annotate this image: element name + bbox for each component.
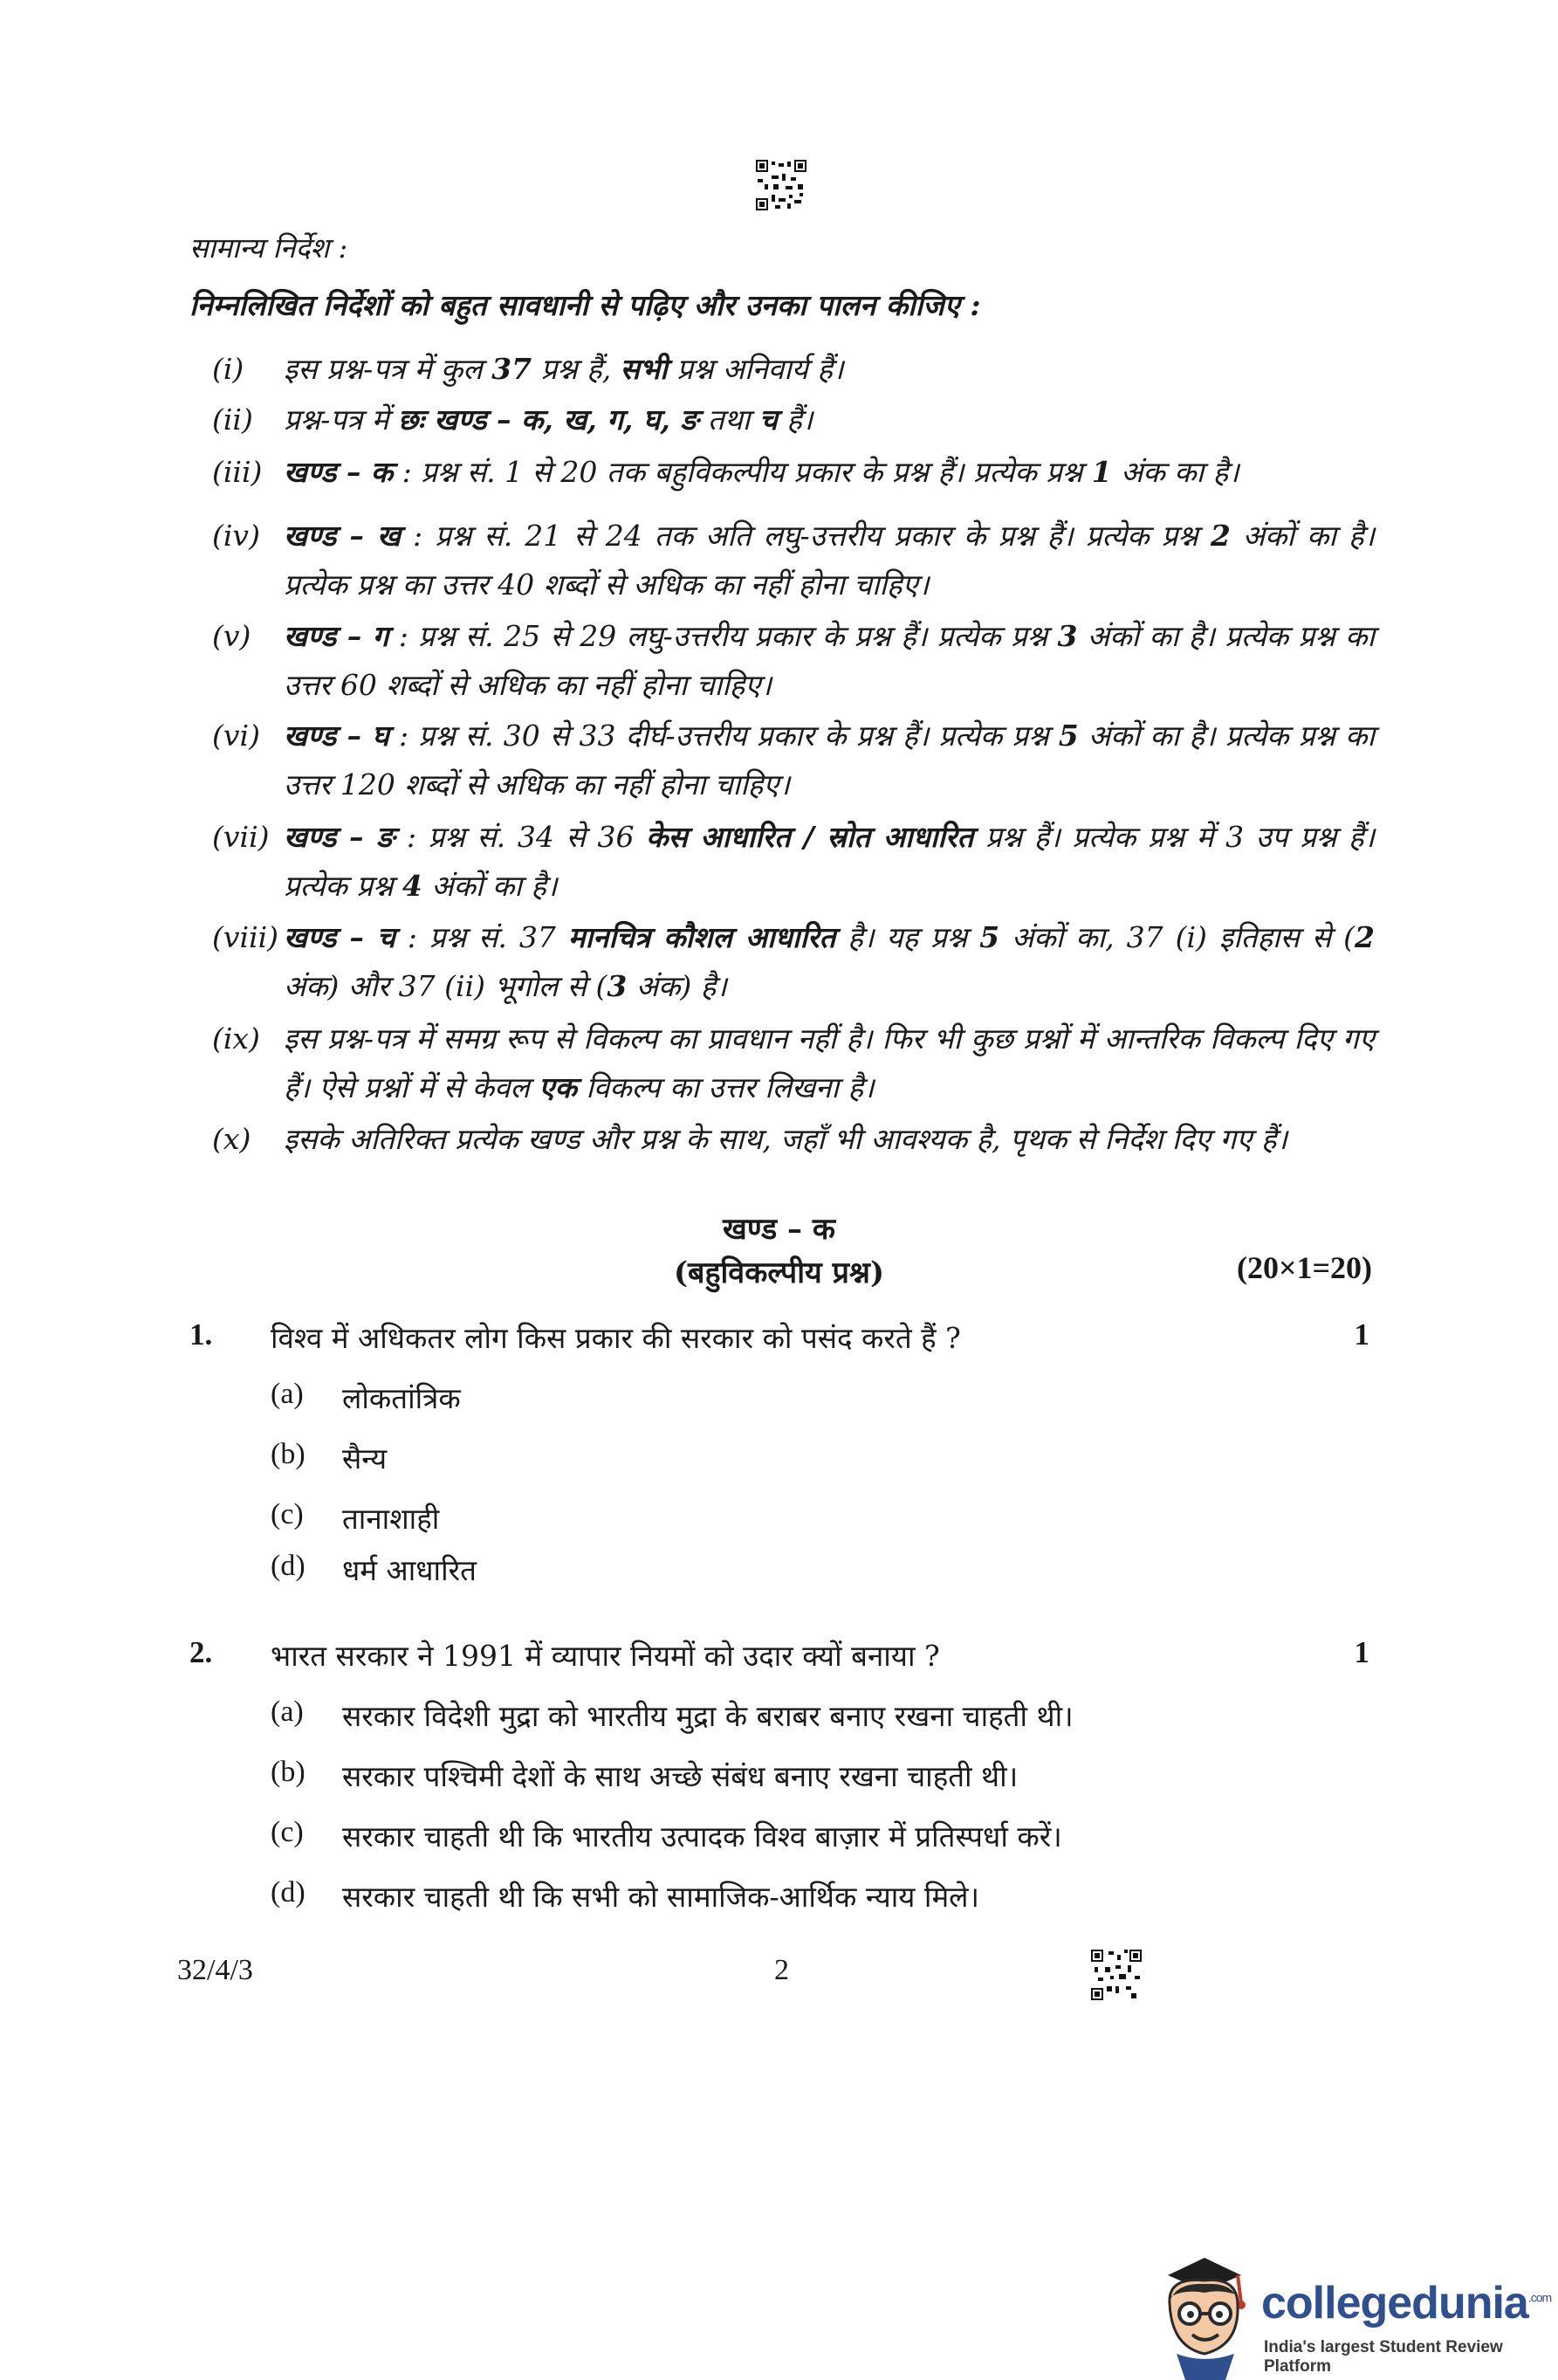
brand-name: collegedunia$^{.com}$ — [1261, 2278, 1552, 2328]
qr-code-icon — [1091, 1950, 1142, 2000]
section-title: खण्ड – क — [723, 1212, 835, 1247]
option-label: (d) — [271, 1876, 305, 1909]
option-label: (c) — [271, 1498, 304, 1530]
collegedunia-watermark — [1150, 2251, 1558, 2380]
qr-code-icon — [756, 160, 806, 210]
option-text: धर्म आधारित — [342, 1553, 477, 1587]
general-instructions-title: सामान्य निर्देश : — [189, 231, 348, 265]
instructions-lead: निम्नलिखित निर्देशों को बहुत सावधानी से पढ़िए और उनका पालन कीजिए : — [189, 288, 981, 322]
section-subtitle: (बहुविकल्पीय प्रश्न) — [673, 1255, 885, 1290]
option-text: सरकार विदेशी मुद्रा को भारतीय मुद्रा के बराबर बनाए रखना चाहती थी। — [342, 1699, 1074, 1733]
question-text: विश्व में अधिकतर लोग किस प्रकार की सरकार को पसंद करते हैं ? — [271, 1321, 961, 1355]
option-text: तानाशाही — [342, 1502, 440, 1536]
question-number: 1. — [189, 1317, 213, 1352]
mascot-logo-icon — [1150, 2251, 1255, 2380]
paper-code: 32/4/3 — [177, 1954, 253, 1986]
option-text: सरकार चाहती थी कि भारतीय उत्पादक विश्व बाज़ार में प्रतिस्पर्धा करें। — [342, 1819, 1062, 1854]
page-number: 2 — [774, 1954, 789, 1986]
question-number: 2. — [189, 1635, 213, 1669]
option-text: सरकार पश्चिमी देशों के साथ अच्छे संबंध बनाए रखना चाहती थी। — [342, 1759, 1019, 1793]
option-text: लोकतांत्रिक — [342, 1381, 461, 1415]
qr-code-bottom — [1091, 1950, 1142, 2000]
option-label: (a) — [271, 1696, 304, 1728]
option-label: (a) — [271, 1378, 304, 1410]
option-label: (d) — [271, 1550, 305, 1582]
option-text: सरकार चाहती थी कि सभी को सामाजिक-आर्थिक न्याय मिले। — [342, 1880, 980, 1914]
option-text: सैन्य — [342, 1441, 388, 1475]
brand-tagline: India's largest Student Review Platform — [1264, 2338, 1503, 2376]
section-marks: (20×1=20) — [1236, 1250, 1372, 1285]
option-label: (b) — [271, 1438, 305, 1470]
qr-code-top — [756, 160, 806, 210]
question-marks: 1 — [1354, 1635, 1369, 1669]
option-label: (c) — [271, 1816, 304, 1848]
option-label: (b) — [271, 1756, 305, 1788]
question-text: भारत सरकार ने 1991 में व्यापार नियमों को उदार क्यों बनाया ? — [271, 1639, 940, 1673]
question-marks: 1 — [1354, 1317, 1369, 1352]
